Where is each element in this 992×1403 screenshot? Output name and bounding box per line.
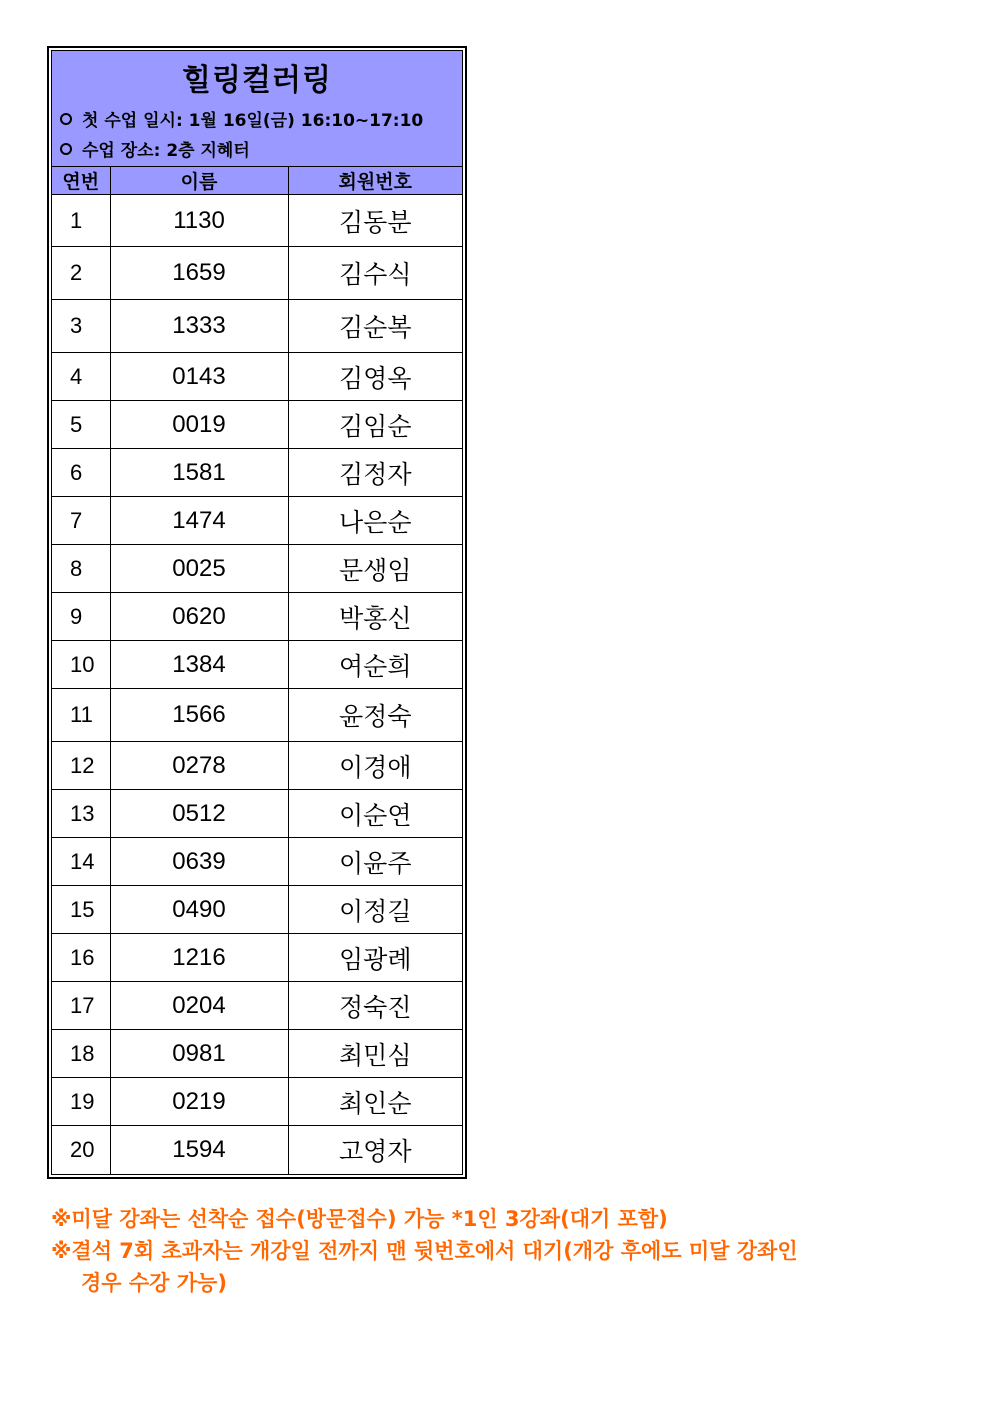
row-name: 최민심: [288, 1030, 462, 1078]
column-header-seq: 연번: [52, 167, 110, 195]
table-row: [52, 838, 462, 886]
row-seq: 11: [52, 689, 110, 742]
table-row: [52, 1030, 462, 1078]
row-seq: 4: [52, 353, 110, 401]
column-header-name: 이름: [110, 167, 288, 195]
row-name: 정숙진: [288, 982, 462, 1030]
row-id: 1474: [110, 497, 288, 545]
row-seq: 14: [52, 838, 110, 886]
row-name: 임광례: [288, 934, 462, 982]
table-header-row: [52, 167, 462, 195]
row-seq: 20: [52, 1126, 110, 1174]
column-header-member-no: 회원번호: [288, 167, 462, 195]
circle-bullet-icon: [60, 143, 72, 155]
row-id: 0204: [110, 982, 288, 1030]
row-name: 여순희: [288, 641, 462, 689]
row-name: 김정자: [288, 449, 462, 497]
row-seq: 3: [52, 300, 110, 353]
row-seq: 6: [52, 449, 110, 497]
row-name: 이경애: [288, 742, 462, 790]
table-row: [52, 689, 462, 742]
table-row: [52, 982, 462, 1030]
note-line: ※결석 7회 초과자는 개강일 전까지 맨 뒷번호에서 대기(개강 후에도 미달 강좌인: [51, 1239, 798, 1263]
row-id: 1566: [110, 689, 288, 742]
table-row: [52, 886, 462, 934]
row-name: 고영자: [288, 1126, 462, 1174]
row-id: 0620: [110, 593, 288, 641]
row-seq: 5: [52, 401, 110, 449]
roster-table: [52, 167, 462, 1174]
row-id: 1216: [110, 934, 288, 982]
row-name: 김수식: [288, 247, 462, 300]
circle-bullet-icon: [60, 113, 72, 125]
row-seq: 17: [52, 982, 110, 1030]
row-seq: 10: [52, 641, 110, 689]
row-id: 1333: [110, 300, 288, 353]
first-class-info: [52, 106, 462, 136]
table-row: [52, 790, 462, 838]
row-name: 문생임: [288, 545, 462, 593]
class-location-text: 수업 장소: 2층 지혜터: [82, 141, 250, 161]
table-row: [52, 247, 462, 300]
table-row: [52, 353, 462, 401]
row-seq: 7: [52, 497, 110, 545]
row-seq: 2: [52, 247, 110, 300]
row-name: 김영옥: [288, 353, 462, 401]
row-seq: 12: [52, 742, 110, 790]
table-row: [52, 742, 462, 790]
row-seq: 15: [52, 886, 110, 934]
roster-inner-frame: [51, 50, 463, 1175]
row-seq: 8: [52, 545, 110, 593]
roster-body: [52, 195, 462, 1174]
table-row: [52, 195, 462, 247]
row-id: 0019: [110, 401, 288, 449]
row-id: 0278: [110, 742, 288, 790]
row-name: 김임순: [288, 401, 462, 449]
row-name: 이정길: [288, 886, 462, 934]
class-location-info: [52, 136, 462, 166]
row-id: 0219: [110, 1078, 288, 1126]
row-seq: 18: [52, 1030, 110, 1078]
roster-header: [52, 51, 462, 167]
notes-block: [51, 1203, 798, 1299]
table-row: [52, 300, 462, 353]
note-line: 경우 수강 가능): [81, 1271, 227, 1295]
table-row: [52, 449, 462, 497]
row-seq: 16: [52, 934, 110, 982]
table-row: [52, 1078, 462, 1126]
class-roster-sheet: [47, 46, 467, 1179]
row-name: 김동분: [288, 195, 462, 247]
row-seq: 9: [52, 593, 110, 641]
row-id: 0512: [110, 790, 288, 838]
table-row: [52, 934, 462, 982]
row-id: 1130: [110, 195, 288, 247]
row-name: 이윤주: [288, 838, 462, 886]
row-id: 0981: [110, 1030, 288, 1078]
row-name: 김순복: [288, 300, 462, 353]
table-row: [52, 545, 462, 593]
row-name: 윤정숙: [288, 689, 462, 742]
row-id: 0025: [110, 545, 288, 593]
row-name: 나은순: [288, 497, 462, 545]
row-id: 1384: [110, 641, 288, 689]
first-class-text: 첫 수업 일시: 1월 16일(금) 16:10~17:10: [82, 111, 424, 131]
table-row: [52, 401, 462, 449]
table-row: [52, 1126, 462, 1174]
row-seq: 1: [52, 195, 110, 247]
row-seq: 19: [52, 1078, 110, 1126]
row-name: 이순연: [288, 790, 462, 838]
row-id: 0490: [110, 886, 288, 934]
note-line: ※미달 강좌는 선착순 접수(방문접수) 가능 *1인 3강좌(대기 포함): [51, 1207, 668, 1231]
row-name: 박홍신: [288, 593, 462, 641]
row-id: 1594: [110, 1126, 288, 1174]
class-title: 힐링컬러링: [182, 63, 332, 98]
table-row: [52, 593, 462, 641]
row-id: 0143: [110, 353, 288, 401]
row-id: 1659: [110, 247, 288, 300]
table-row: [52, 641, 462, 689]
row-id: 1581: [110, 449, 288, 497]
row-seq: 13: [52, 790, 110, 838]
table-row: [52, 497, 462, 545]
row-name: 최인순: [288, 1078, 462, 1126]
row-id: 0639: [110, 838, 288, 886]
